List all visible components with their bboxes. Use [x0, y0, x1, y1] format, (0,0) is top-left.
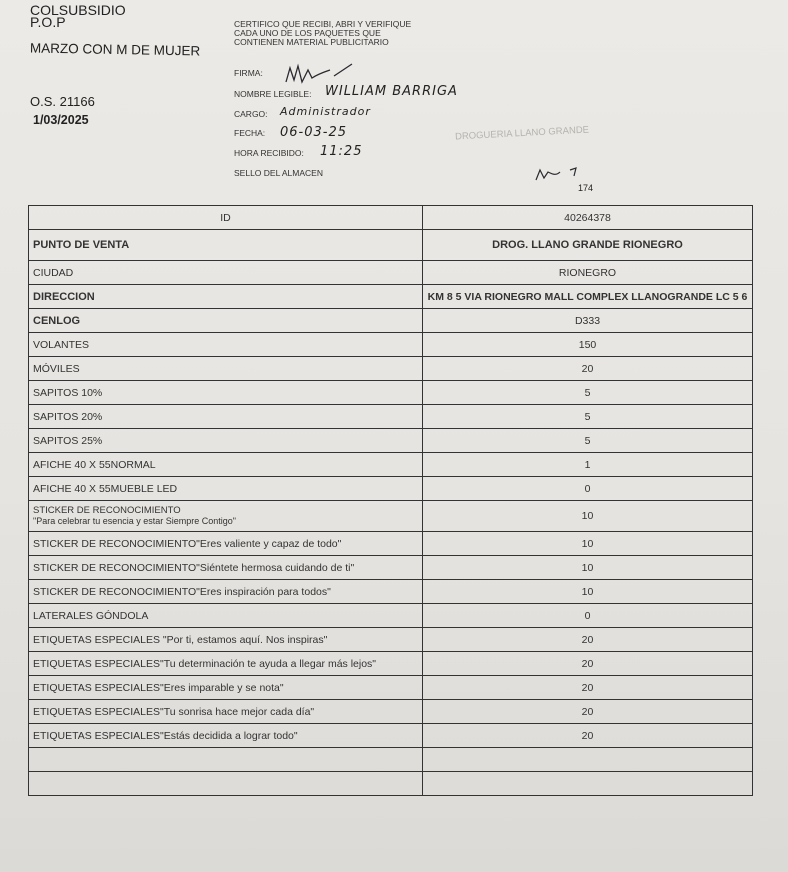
materials-table	[28, 205, 753, 796]
row-value: 20	[423, 628, 753, 652]
row-value: KM 8 5 VIA RIONEGRO MALL COMPLEX LLANOGRANDE LC 5 6	[423, 285, 753, 309]
row-label-sub: "Para celebrar tu esencia y estar Siempre Contigo"	[33, 516, 236, 526]
row-label: SAPITOS 20%	[29, 405, 423, 429]
row-value: 20	[423, 652, 753, 676]
row-value: 5	[423, 381, 753, 405]
row-label: ETIQUETAS ESPECIALES"Estás decidida a lograr todo"	[29, 724, 423, 748]
table-row	[29, 532, 753, 556]
table-row	[29, 724, 753, 748]
order-number: O.S. 21166	[30, 94, 95, 109]
table-row	[29, 309, 753, 333]
row-value: 150	[423, 333, 753, 357]
row-label: VOLANTES	[29, 333, 423, 357]
row-value: 20	[423, 676, 753, 700]
row-label-main: STICKER DE RECONOCIMIENTO	[33, 505, 181, 516]
table-row	[29, 405, 753, 429]
table-row	[29, 580, 753, 604]
stamp-number: 174	[578, 183, 594, 193]
row-label: CIUDAD	[29, 261, 423, 285]
row-label: ETIQUETAS ESPECIALES"Eres imparable y se nota"	[29, 676, 423, 700]
table-row	[29, 381, 753, 405]
pop-label: P.O.P	[30, 14, 66, 30]
table-row	[29, 501, 753, 532]
empty-cell	[423, 748, 753, 772]
row-label: ETIQUETAS ESPECIALES "Por ti, estamos aquí. Nos inspiras"	[29, 628, 423, 652]
table-row	[29, 556, 753, 580]
hora-value: 11:25	[320, 144, 363, 159]
table-row	[29, 206, 753, 230]
row-value: 10	[423, 501, 753, 532]
store-stamp: DROGUERIA LLANO GRANDE	[454, 124, 590, 143]
row-label: STICKER DE RECONOCIMIENTO"Eres inspiración para todos"	[29, 580, 423, 604]
table-row	[29, 357, 753, 381]
table-row	[29, 477, 753, 501]
row-label: LATERALES GÓNDOLA	[29, 604, 423, 628]
fecha-value: 06-03-25	[280, 125, 348, 140]
row-value: 10	[423, 580, 753, 604]
row-value: 10	[423, 556, 753, 580]
fecha-label: FECHA:	[234, 128, 266, 138]
row-value: 0	[423, 604, 753, 628]
row-value: 0	[423, 477, 753, 501]
cargo-value: Administrador	[280, 105, 371, 118]
table-row	[29, 604, 753, 628]
table-row	[29, 230, 753, 261]
row-value: 20	[423, 724, 753, 748]
row-label: SAPITOS 10%	[29, 381, 423, 405]
table-row	[29, 700, 753, 724]
table-row	[29, 429, 753, 453]
firma-label: FIRMA:	[234, 68, 263, 78]
row-value: 1	[423, 453, 753, 477]
document-date: 1/03/2025	[33, 113, 89, 127]
row-value: RIONEGRO	[423, 261, 753, 285]
row-value: DROG. LLANO GRANDE RIONEGRO	[423, 230, 753, 261]
row-value: 20	[423, 357, 753, 381]
nombre-label: NOMBRE LEGIBLE:	[234, 89, 312, 99]
empty-cell	[29, 772, 423, 796]
row-label: AFICHE 40 X 55MUEBLE LED	[29, 477, 423, 501]
row-label: SAPITOS 25%	[29, 429, 423, 453]
row-value: 10	[423, 532, 753, 556]
row-label: ETIQUETAS ESPECIALES"Tu determinación te ayuda a llegar más lejos"	[29, 652, 423, 676]
row-label: PUNTO DE VENTA	[29, 230, 423, 261]
table-row	[29, 453, 753, 477]
table-row	[29, 285, 753, 309]
row-value: 5	[423, 429, 753, 453]
empty-cell	[423, 772, 753, 796]
row-label: AFICHE 40 X 55NORMAL	[29, 453, 423, 477]
table-row	[29, 676, 753, 700]
cargo-label: CARGO:	[234, 109, 268, 119]
id-value: 40264378	[423, 206, 753, 230]
campaign-title: MARZO CON M DE MUJER	[29, 40, 201, 59]
sello-label: SELLO DEL ALMACEN	[234, 168, 323, 178]
org-name: COLSUBSIDIO	[30, 2, 126, 18]
row-label	[29, 501, 423, 532]
row-label: DIRECCION	[29, 285, 423, 309]
empty-cell	[29, 748, 423, 772]
table-row	[29, 261, 753, 285]
row-value: 20	[423, 700, 753, 724]
table-row	[29, 628, 753, 652]
nombre-value: WILLIAM BARRIGA	[325, 84, 458, 99]
row-label: ETIQUETAS ESPECIALES"Tu sonrisa hace mejor cada día"	[29, 700, 423, 724]
hora-label: HORA RECIBIDO:	[234, 148, 304, 158]
table-row	[29, 333, 753, 357]
row-value: D333	[423, 309, 753, 333]
empty-row	[29, 748, 753, 772]
row-value: 5	[423, 405, 753, 429]
certificate-text: CERTIFICO QUE RECIBI, ABRI Y VERIFIQUE CADA UNO DE LOS PAQUETES QUE CONTIENEN MATERIAL PUBLICITARIO	[234, 19, 412, 47]
table-row	[29, 652, 753, 676]
row-label: STICKER DE RECONOCIMIENTO"Eres valiente y capaz de todo"	[29, 532, 423, 556]
empty-row	[29, 772, 753, 796]
initials-mark	[530, 164, 610, 186]
id-label: ID	[29, 206, 423, 230]
row-label: CENLOG	[29, 309, 423, 333]
row-label: STICKER DE RECONOCIMIENTO"Siéntete hermosa cuidando de ti"	[29, 556, 423, 580]
row-label: MÓVILES	[29, 357, 423, 381]
